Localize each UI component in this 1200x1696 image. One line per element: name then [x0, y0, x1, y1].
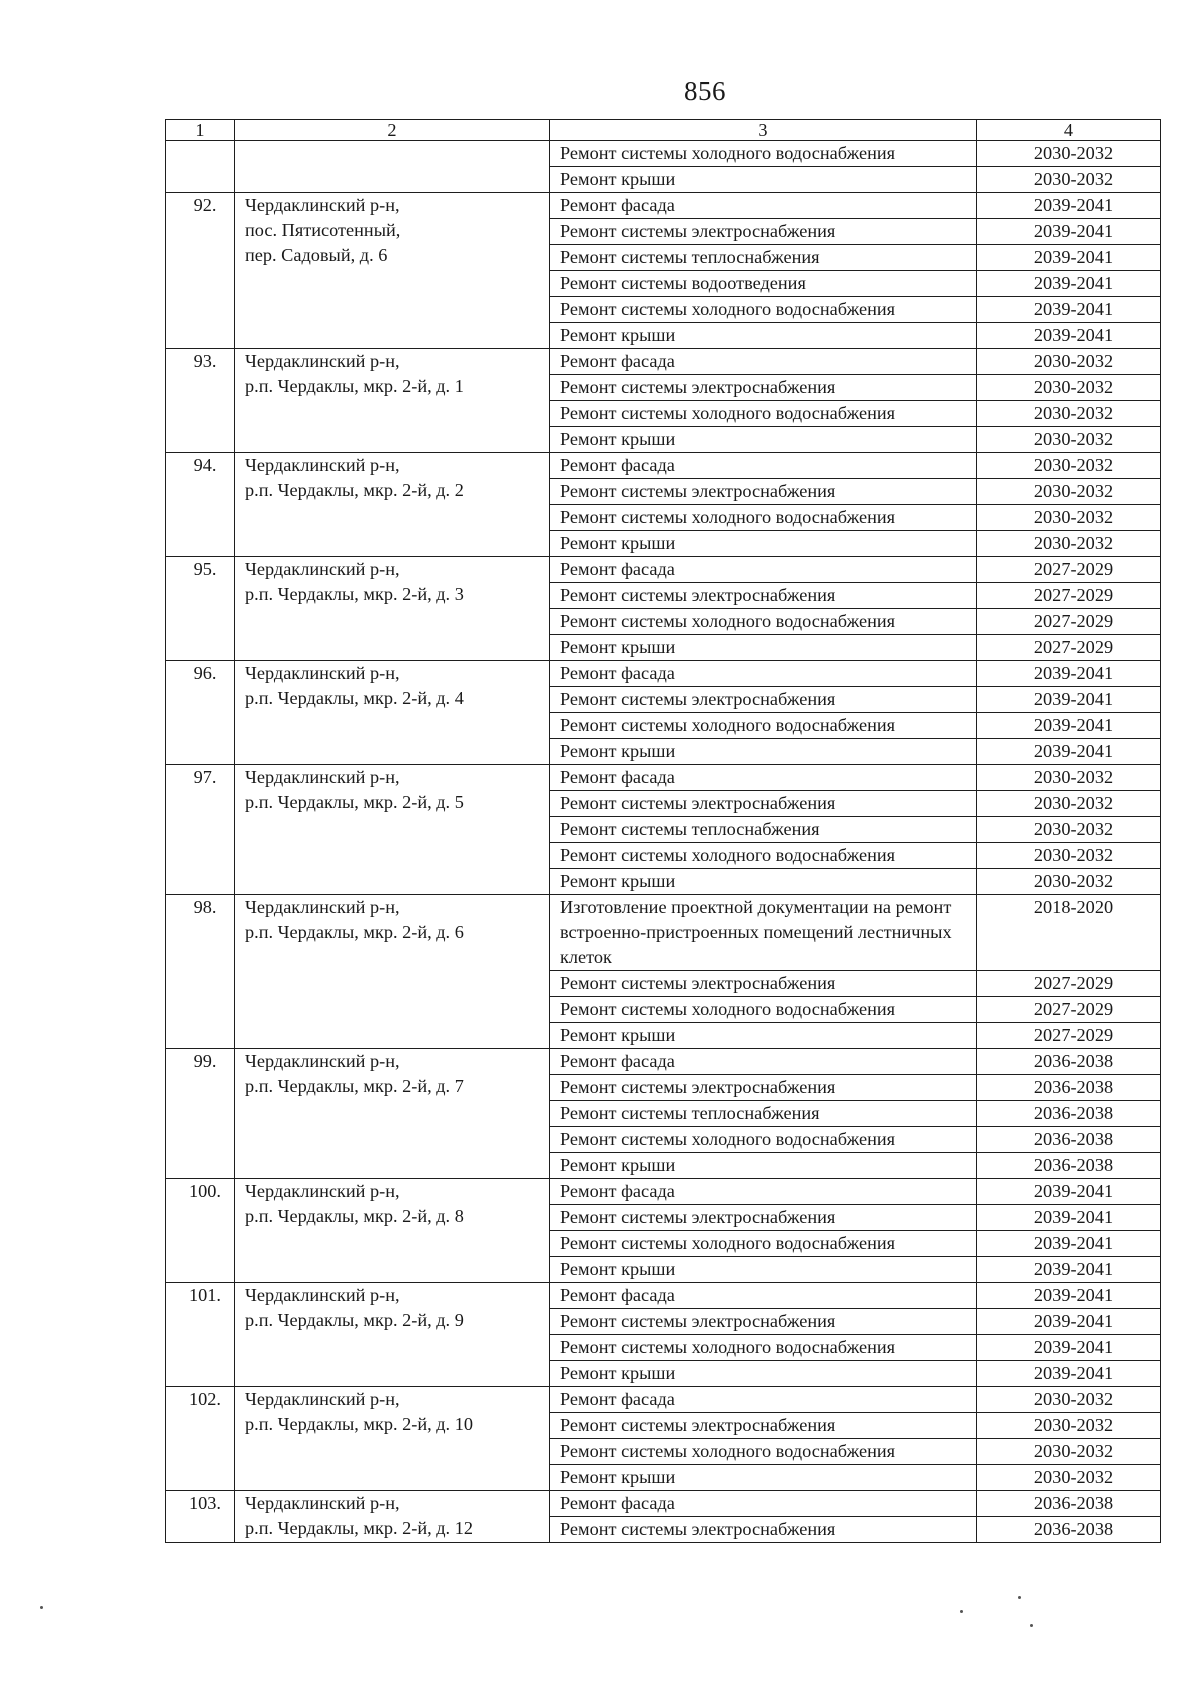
- period-cell: 2036-2038: [977, 1075, 1161, 1101]
- work-cell: Ремонт системы холодного водоснабжения: [550, 609, 977, 635]
- work-cell: Ремонт системы электроснабжения: [550, 1075, 977, 1101]
- period-cell: 2039-2041: [977, 1335, 1161, 1361]
- period-cell: 2030-2032: [977, 167, 1161, 193]
- address-line: Чердаклинский р-н,: [245, 195, 400, 215]
- work-cell: Ремонт системы холодного водоснабжения: [550, 1231, 977, 1257]
- work-cell: Ремонт фасада: [550, 1049, 977, 1075]
- period-cell: 2030-2032: [977, 1465, 1161, 1491]
- address-line: р.п. Чердаклы, мкр. 2-й, д. 12: [245, 1518, 473, 1538]
- period-cell: 2030-2032: [977, 141, 1161, 167]
- scan-speck: [40, 1606, 43, 1609]
- period-cell: 2030-2032: [977, 1387, 1161, 1413]
- work-cell: Ремонт системы электроснабжения: [550, 1517, 977, 1543]
- period-cell: 2039-2041: [977, 1257, 1161, 1283]
- period-cell: 2039-2041: [977, 323, 1161, 349]
- work-cell: Ремонт фасада: [550, 661, 977, 687]
- period-cell: 2030-2032: [977, 1439, 1161, 1465]
- period-cell: 2030-2032: [977, 401, 1161, 427]
- period-cell: 2039-2041: [977, 739, 1161, 765]
- address-line: р.п. Чердаклы, мкр. 2-й, д. 7: [245, 1076, 464, 1096]
- table-row: [166, 1283, 1161, 1309]
- period-cell: 2030-2032: [977, 817, 1161, 843]
- period-cell: 2036-2038: [977, 1127, 1161, 1153]
- period-cell: 2039-2041: [977, 1179, 1161, 1205]
- address-line: Чердаклинский р-н,: [245, 351, 400, 371]
- address-line: р.п. Чердаклы, мкр. 2-й, д. 1: [245, 376, 464, 396]
- period-cell: 2036-2038: [977, 1049, 1161, 1075]
- period-cell: 2039-2041: [977, 245, 1161, 271]
- work-cell: Ремонт крыши: [550, 1023, 977, 1049]
- work-cell: Ремонт системы холодного водоснабжения: [550, 1439, 977, 1465]
- work-cell: Ремонт фасада: [550, 1283, 977, 1309]
- period-cell: 2039-2041: [977, 1309, 1161, 1335]
- address-line: Чердаклинский р-н,: [245, 455, 400, 475]
- period-cell: 2027-2029: [977, 609, 1161, 635]
- work-cell: Ремонт системы холодного водоснабжения: [550, 1127, 977, 1153]
- table-row: [166, 1049, 1161, 1075]
- period-cell: 2030-2032: [977, 505, 1161, 531]
- period-cell: 2027-2029: [977, 1023, 1161, 1049]
- period-cell: 2027-2029: [977, 557, 1161, 583]
- column-header-4: 4: [977, 120, 1161, 141]
- row-number: 92.: [166, 193, 235, 349]
- work-cell: Ремонт крыши: [550, 167, 977, 193]
- row-number: 102.: [166, 1387, 235, 1491]
- address-cell: [235, 1491, 550, 1543]
- period-cell: 2039-2041: [977, 193, 1161, 219]
- work-cell: Ремонт фасада: [550, 1387, 977, 1413]
- period-cell: 2039-2041: [977, 661, 1161, 687]
- row-number: 98.: [166, 895, 235, 1049]
- row-number: 93.: [166, 349, 235, 453]
- period-cell: 2027-2029: [977, 635, 1161, 661]
- period-cell: 2030-2032: [977, 843, 1161, 869]
- column-header-3: 3: [550, 120, 977, 141]
- work-cell: Ремонт системы холодного водоснабжения: [550, 141, 977, 167]
- page-number: 856: [684, 76, 726, 106]
- work-cell: Ремонт системы электроснабжения: [550, 687, 977, 713]
- work-cell: Ремонт крыши: [550, 1361, 977, 1387]
- period-cell: 2039-2041: [977, 271, 1161, 297]
- work-cell: Ремонт крыши: [550, 1257, 977, 1283]
- period-cell: 2039-2041: [977, 1283, 1161, 1309]
- repair-schedule-table: [165, 119, 1161, 1543]
- address-cell: [235, 193, 550, 349]
- period-cell: 2036-2038: [977, 1491, 1161, 1517]
- period-cell: 2039-2041: [977, 1361, 1161, 1387]
- address-cell: [235, 1179, 550, 1283]
- period-cell: 2039-2041: [977, 297, 1161, 323]
- row-number: 101.: [166, 1283, 235, 1387]
- period-cell: 2030-2032: [977, 869, 1161, 895]
- row-number: [166, 141, 235, 193]
- table-row: [166, 765, 1161, 791]
- work-cell: Ремонт фасада: [550, 349, 977, 375]
- table-row: [166, 661, 1161, 687]
- work-cell: Ремонт системы холодного водоснабжения: [550, 297, 977, 323]
- period-cell: 2036-2038: [977, 1101, 1161, 1127]
- address-line: Чердаклинский р-н,: [245, 1181, 400, 1201]
- address-cell: [235, 1387, 550, 1491]
- row-number: 94.: [166, 453, 235, 557]
- period-cell: 2018-2020: [977, 895, 1161, 971]
- period-cell: 2027-2029: [977, 583, 1161, 609]
- work-cell: Ремонт системы электроснабжения: [550, 1413, 977, 1439]
- row-number: 103.: [166, 1491, 235, 1543]
- column-header-2: 2: [235, 120, 550, 141]
- scan-speck: [960, 1610, 963, 1613]
- work-cell: Ремонт системы холодного водоснабжения: [550, 843, 977, 869]
- address-line: р.п. Чердаклы, мкр. 2-й, д. 3: [245, 584, 464, 604]
- address-line: р.п. Чердаклы, мкр. 2-й, д. 6: [245, 922, 464, 942]
- table-row: [166, 193, 1161, 219]
- row-number: 95.: [166, 557, 235, 661]
- row-number: 99.: [166, 1049, 235, 1179]
- table-row: [166, 349, 1161, 375]
- work-cell: Ремонт системы электроснабжения: [550, 1309, 977, 1335]
- table-row: [166, 141, 1161, 167]
- work-cell: Ремонт системы холодного водоснабжения: [550, 713, 977, 739]
- period-cell: 2039-2041: [977, 1205, 1161, 1231]
- column-header-1: 1: [166, 120, 235, 141]
- work-cell: Ремонт системы электроснабжения: [550, 1205, 977, 1231]
- period-cell: 2039-2041: [977, 687, 1161, 713]
- period-cell: 2039-2041: [977, 219, 1161, 245]
- address-cell: [235, 453, 550, 557]
- period-cell: 2030-2032: [977, 349, 1161, 375]
- period-cell: 2039-2041: [977, 1231, 1161, 1257]
- address-line: р.п. Чердаклы, мкр. 2-й, д. 5: [245, 792, 464, 812]
- scan-speck: [1018, 1596, 1021, 1599]
- work-cell: Ремонт системы холодного водоснабжения: [550, 997, 977, 1023]
- work-cell: Ремонт системы холодного водоснабжения: [550, 401, 977, 427]
- period-cell: 2036-2038: [977, 1517, 1161, 1543]
- work-cell: Ремонт крыши: [550, 531, 977, 557]
- work-cell: Ремонт системы электроснабжения: [550, 791, 977, 817]
- address-cell: [235, 765, 550, 895]
- work-cell: Ремонт крыши: [550, 1465, 977, 1491]
- address-line: Чердаклинский р-н,: [245, 1389, 400, 1409]
- address-line: пос. Пятисотенный,: [245, 220, 401, 240]
- work-cell: Ремонт крыши: [550, 869, 977, 895]
- table-row: [166, 1179, 1161, 1205]
- address-line: пер. Садовый, д. 6: [245, 245, 388, 265]
- work-cell: Ремонт системы теплоснабжения: [550, 817, 977, 843]
- period-cell: 2030-2032: [977, 479, 1161, 505]
- table-body: [166, 141, 1161, 1543]
- address-line: Чердаклинский р-н,: [245, 1493, 400, 1513]
- address-cell: [235, 1283, 550, 1387]
- period-cell: 2030-2032: [977, 531, 1161, 557]
- address-line: р.п. Чердаклы, мкр. 2-й, д. 8: [245, 1206, 464, 1226]
- work-cell: Ремонт системы холодного водоснабжения: [550, 505, 977, 531]
- work-cell: Ремонт крыши: [550, 1153, 977, 1179]
- address-line: Чердаклинский р-н,: [245, 559, 400, 579]
- work-cell: Ремонт системы водоотведения: [550, 271, 977, 297]
- address-line: р.п. Чердаклы, мкр. 2-й, д. 4: [245, 688, 464, 708]
- work-cell: Ремонт системы электроснабжения: [550, 375, 977, 401]
- address-line: Чердаклинский р-н,: [245, 767, 400, 787]
- work-cell: Ремонт фасада: [550, 557, 977, 583]
- address-line: р.п. Чердаклы, мкр. 2-й, д. 9: [245, 1310, 464, 1330]
- work-cell: Ремонт фасада: [550, 453, 977, 479]
- work-cell: Ремонт системы теплоснабжения: [550, 245, 977, 271]
- address-cell: [235, 141, 550, 193]
- work-cell: Ремонт системы холодного водоснабжения: [550, 1335, 977, 1361]
- row-number: 100.: [166, 1179, 235, 1283]
- work-cell: Ремонт фасада: [550, 765, 977, 791]
- address-line: р.п. Чердаклы, мкр. 2-й, д. 2: [245, 480, 464, 500]
- work-cell: Ремонт системы электроснабжения: [550, 479, 977, 505]
- work-cell: Ремонт фасада: [550, 193, 977, 219]
- address-line: р.п. Чердаклы, мкр. 2-й, д. 10: [245, 1414, 473, 1434]
- address-cell: [235, 349, 550, 453]
- row-number: 96.: [166, 661, 235, 765]
- table-row: [166, 1387, 1161, 1413]
- period-cell: 2027-2029: [977, 997, 1161, 1023]
- row-number: 97.: [166, 765, 235, 895]
- work-cell: Ремонт крыши: [550, 635, 977, 661]
- work-cell: Ремонт фасада: [550, 1179, 977, 1205]
- period-cell: 2030-2032: [977, 453, 1161, 479]
- scan-speck: [1030, 1624, 1033, 1627]
- period-cell: 2030-2032: [977, 765, 1161, 791]
- address-cell: [235, 895, 550, 1049]
- work-cell: Ремонт крыши: [550, 323, 977, 349]
- work-cell: Изготовление проектной документации на ремонт встроенно-пристроенных помещений лестничных клеток: [550, 895, 977, 971]
- period-cell: 2030-2032: [977, 375, 1161, 401]
- address-cell: [235, 1049, 550, 1179]
- work-cell: Ремонт системы электроснабжения: [550, 219, 977, 245]
- period-cell: 2030-2032: [977, 791, 1161, 817]
- address-cell: [235, 661, 550, 765]
- work-cell: Ремонт системы электроснабжения: [550, 971, 977, 997]
- address-line: Чердаклинский р-н,: [245, 897, 400, 917]
- table-row: [166, 557, 1161, 583]
- address-line: Чердаклинский р-н,: [245, 1051, 400, 1071]
- address-line: Чердаклинский р-н,: [245, 663, 400, 683]
- work-cell: Ремонт фасада: [550, 1491, 977, 1517]
- period-cell: 2030-2032: [977, 1413, 1161, 1439]
- work-cell: Ремонт крыши: [550, 427, 977, 453]
- period-cell: 2030-2032: [977, 427, 1161, 453]
- table-row: [166, 453, 1161, 479]
- work-cell: Ремонт системы теплоснабжения: [550, 1101, 977, 1127]
- table-row: [166, 895, 1161, 971]
- work-cell: Ремонт крыши: [550, 739, 977, 765]
- header-row: [166, 120, 1161, 141]
- period-cell: 2027-2029: [977, 971, 1161, 997]
- address-cell: [235, 557, 550, 661]
- period-cell: 2039-2041: [977, 713, 1161, 739]
- address-line: Чердаклинский р-н,: [245, 1285, 400, 1305]
- table-row: [166, 1491, 1161, 1517]
- work-cell: Ремонт системы электроснабжения: [550, 583, 977, 609]
- period-cell: 2036-2038: [977, 1153, 1161, 1179]
